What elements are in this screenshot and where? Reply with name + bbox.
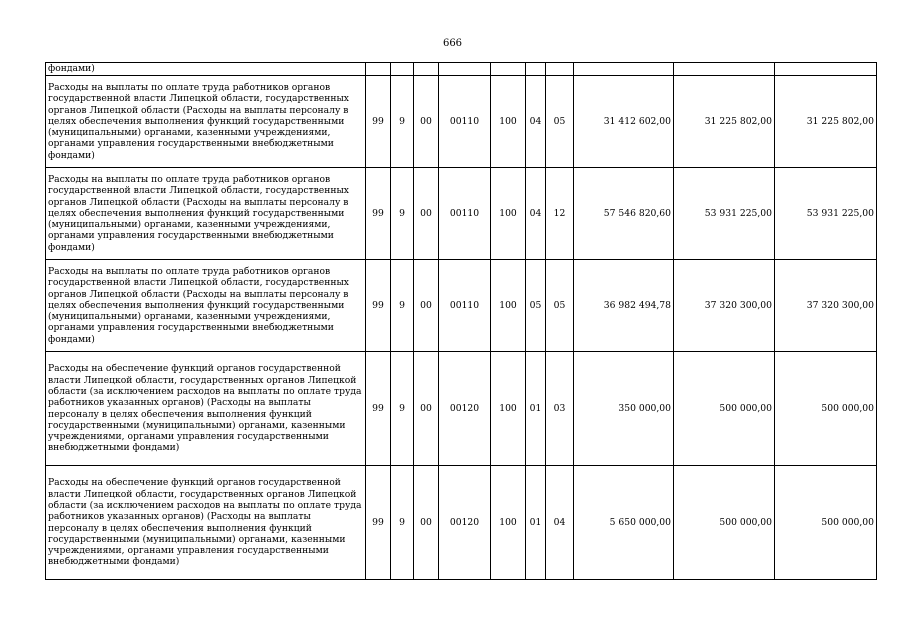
empty-cell	[775, 63, 877, 76]
row-name: фондами)	[46, 63, 366, 76]
amount-cell: 37 320 300,00	[674, 260, 775, 352]
code-cell: 00110	[439, 168, 491, 260]
row-name: Расходы на выплаты по оплате труда работников органов государственной власти Липецкой области, государственных органов Липецкой области (Расходы на выплаты персоналу в целях обеспечения выполнения функций государственными (муниципальными) органами, казенными учреждениями, органами управления государственными внебюджетными фондами)	[46, 260, 366, 352]
empty-cell	[491, 63, 526, 76]
empty-cell	[391, 63, 414, 76]
empty-cell	[574, 63, 674, 76]
code-cell: 00	[414, 466, 439, 580]
row-name: Расходы на выплаты по оплате труда работников органов государственной власти Липецкой области, государственных органов Липецкой области (Расходы на выплаты персоналу в целях обеспечения выполнения функций государственными (муниципальными) органами, казенными учреждениями, органами управления государственными внебюджетными фондами)	[46, 76, 366, 168]
code-cell: 00	[414, 260, 439, 352]
row-name: Расходы на обеспечение функций органов государственной власти Липецкой области, государственных органов Липецкой области (за исключением расходов на выплаты по оплате труда работников указанных органов) (Расходы на выплаты персоналу в целях обеспечения выполнения функций государственными (муниципальными) органами, казенными учреждениями, органами управления государственными внебюджетными фондами)	[46, 352, 366, 466]
code-cell: 00120	[439, 466, 491, 580]
code-cell: 12	[546, 168, 574, 260]
page-number: 666	[442, 38, 463, 49]
code-cell: 9	[391, 168, 414, 260]
empty-cell	[546, 63, 574, 76]
code-cell: 9	[391, 76, 414, 168]
code-cell: 100	[491, 260, 526, 352]
table-row-continuation	[46, 63, 877, 76]
code-cell: 05	[526, 260, 546, 352]
code-cell: 01	[526, 352, 546, 466]
amount-cell: 36 982 494,78	[574, 260, 674, 352]
amount-cell: 500 000,00	[674, 466, 775, 580]
empty-cell	[366, 63, 391, 76]
row-name: Расходы на выплаты по оплате труда работников органов государственной власти Липецкой области, государственных органов Липецкой области (Расходы на выплаты персоналу в целях обеспечения выполнения функций государственными (муниципальными) органами, казенными учреждениями, органами управления государственными внебюджетными фондами)	[46, 168, 366, 260]
code-cell: 100	[491, 168, 526, 260]
amount-cell: 350 000,00	[574, 352, 674, 466]
code-cell: 9	[391, 260, 414, 352]
empty-cell	[526, 63, 546, 76]
code-cell: 01	[526, 466, 546, 580]
amount-cell: 31 412 602,00	[574, 76, 674, 168]
code-cell: 99	[366, 168, 391, 260]
table-row	[46, 168, 877, 260]
table-row	[46, 260, 877, 352]
code-cell: 00110	[439, 76, 491, 168]
amount-cell: 37 320 300,00	[775, 260, 877, 352]
table-row	[46, 76, 877, 168]
amount-cell: 53 931 225,00	[775, 168, 877, 260]
code-cell: 99	[366, 352, 391, 466]
amount-cell: 500 000,00	[674, 352, 775, 466]
code-cell: 04	[526, 168, 546, 260]
code-cell: 00	[414, 76, 439, 168]
row-name: Расходы на обеспечение функций органов государственной власти Липецкой области, государственных органов Липецкой области (за исключением расходов на выплаты по оплате труда работников указанных органов) (Расходы на выплаты персоналу в целях обеспечения выполнения функций государственными (муниципальными) органами, казенными учреждениями, органами управления государственными внебюджетными фондами)	[46, 466, 366, 580]
code-cell: 100	[491, 352, 526, 466]
code-cell: 99	[366, 76, 391, 168]
amount-cell: 31 225 802,00	[775, 76, 877, 168]
empty-cell	[439, 63, 491, 76]
table-row	[46, 466, 877, 580]
table-row	[46, 352, 877, 466]
code-cell: 04	[546, 466, 574, 580]
code-cell: 99	[366, 466, 391, 580]
empty-cell	[414, 63, 439, 76]
amount-cell: 5 650 000,00	[574, 466, 674, 580]
amount-cell: 31 225 802,00	[674, 76, 775, 168]
code-cell: 99	[366, 260, 391, 352]
code-cell: 05	[546, 76, 574, 168]
code-cell: 00110	[439, 260, 491, 352]
amount-cell: 53 931 225,00	[674, 168, 775, 260]
amount-cell: 500 000,00	[775, 466, 877, 580]
code-cell: 03	[546, 352, 574, 466]
amount-cell: 500 000,00	[775, 352, 877, 466]
code-cell: 9	[391, 466, 414, 580]
empty-cell	[674, 63, 775, 76]
code-cell: 00	[414, 352, 439, 466]
code-cell: 04	[526, 76, 546, 168]
code-cell: 100	[491, 76, 526, 168]
amount-cell: 57 546 820,60	[574, 168, 674, 260]
code-cell: 9	[391, 352, 414, 466]
code-cell: 00	[414, 168, 439, 260]
code-cell: 05	[546, 260, 574, 352]
budget-table	[45, 62, 877, 580]
code-cell: 100	[491, 466, 526, 580]
code-cell: 00120	[439, 352, 491, 466]
